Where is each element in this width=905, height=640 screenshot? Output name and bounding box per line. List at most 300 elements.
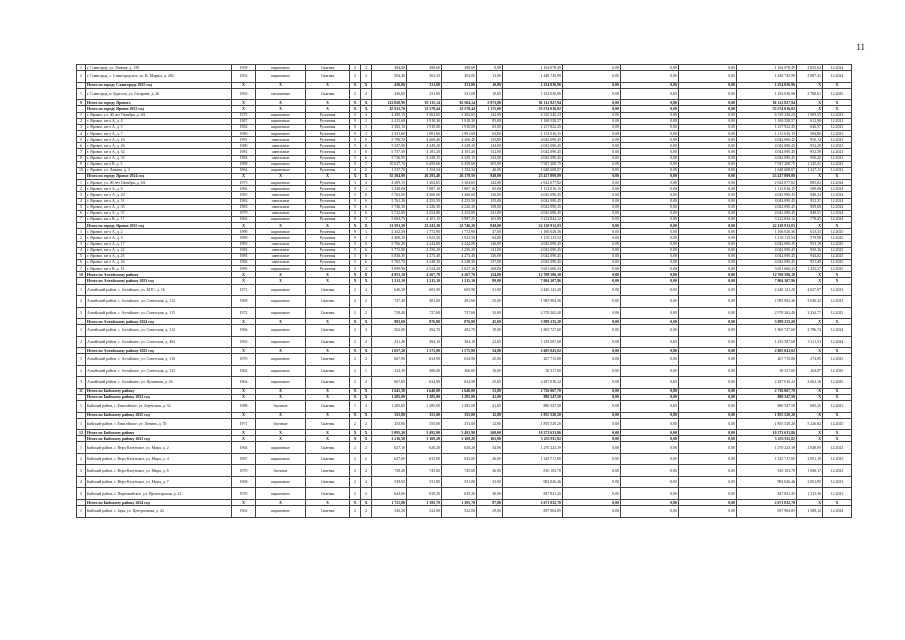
table-cell: 0,00 (679, 124, 737, 130)
table-cell: 1 104 078,49 (737, 65, 797, 71)
table-cell: 6 (361, 137, 372, 143)
table-cell: 1983 (232, 204, 256, 210)
table-cell: 1 588,12 (797, 506, 823, 518)
address-cell: Бийский район, с. Верх-Катунское, ул. Мира, д. 6 (86, 465, 232, 477)
table-cell: 2 331,60 (372, 130, 407, 136)
table-cell: 1 254 030,96 (503, 82, 563, 88)
table-cell: 331,00 (442, 88, 477, 100)
table-cell: 82 504,14 (442, 100, 477, 106)
table-cell: 1 270 223,19 (503, 442, 563, 454)
table-cell: 0,00 (679, 488, 737, 500)
table-cell: 2 (350, 336, 361, 348)
table-cell: 1 068,17 (797, 465, 823, 477)
table-cell: 1 (361, 186, 372, 192)
table-cell: 0,00 (679, 216, 737, 222)
table-cell: X (306, 319, 350, 325)
table-cell: 727,60 (442, 307, 477, 319)
table-cell: 5 (350, 210, 361, 216)
table-cell: 0,00 (563, 418, 621, 430)
table-cell: X (350, 106, 361, 112)
table-cell: X (232, 394, 256, 400)
table-cell: 12.2025 (823, 235, 852, 241)
table-cell: X (256, 82, 306, 88)
table-cell: 880 547,50 (737, 401, 797, 413)
table-cell: 12.2023 (823, 488, 852, 500)
table-cell: 1 154,34 (442, 167, 477, 173)
address-cell: Бийский район, с. Енисейское, ул. Береговая, д. 32 (86, 401, 232, 413)
table-cell: 1970 (232, 488, 256, 500)
table-cell: 4 042 090,45 (503, 192, 563, 198)
address-cell: г. Яровое, кв-л А, д. 20 (86, 192, 232, 198)
table-cell: 0,00 (563, 247, 621, 253)
table-cell: 4 042 090,45 (737, 155, 797, 161)
table-cell: 2 (350, 465, 361, 477)
table-cell: 2 (361, 488, 372, 500)
table-cell: X (823, 223, 852, 229)
table-cell: 0,00 (563, 272, 621, 278)
table-cell: 1 313,10 (372, 278, 407, 284)
address-cell: г. Яровое, ул. 40 лет Октября, д. 6А (86, 112, 232, 118)
table-cell: 12 (77, 430, 86, 436)
table-cell: 2 (361, 377, 372, 389)
table-cell: 0,00 (563, 436, 621, 442)
table-cell: 5 233 911,82 (503, 436, 563, 442)
table-cell: X (306, 278, 350, 284)
table-cell: 949,00 (477, 173, 503, 179)
table-cell: 612,96 (797, 118, 823, 124)
table-cell: 1982 (232, 124, 256, 130)
table-cell: 3 651 606,33 (737, 266, 797, 272)
table-cell: Скатная (306, 336, 350, 348)
table-cell: X (306, 100, 350, 106)
table-cell: 8 (77, 155, 86, 161)
table-cell: 50 317,00 (737, 365, 797, 377)
table-cell: X (823, 436, 852, 442)
table-cell: 0,00 (621, 348, 679, 354)
table-cell: X (797, 173, 823, 179)
table-cell: 12.2023 (823, 124, 852, 130)
table-cell: 374,85 (797, 354, 823, 366)
table-cell: 4 042 090,45 (737, 149, 797, 155)
table-cell: 1 985 904,36 (503, 296, 563, 308)
table-cell: 6 (77, 210, 86, 216)
table-cell: 0,00 (621, 453, 679, 465)
table-cell: 168,00 (477, 266, 503, 272)
table-cell: 1 285,00 (372, 394, 407, 400)
table-cell: 584,96 (797, 130, 823, 136)
table-cell: 4 253,50 (442, 198, 477, 204)
table-cell: 3 640,32 (797, 296, 823, 308)
table-cell: 363,33 (407, 71, 442, 83)
table-row (77, 377, 852, 389)
table-cell: 267 715,80 (503, 354, 563, 366)
table-cell: 2 287 010,22 (503, 377, 563, 389)
table-cell: Скатная (306, 465, 350, 477)
table-cell: X (306, 82, 350, 88)
table-cell: 0,00 (563, 325, 621, 337)
table-cell: 1975 (232, 180, 256, 186)
table-cell: 627,10 (372, 442, 407, 454)
address-cell: г. Яровое, кв-л А, д. 32 (86, 149, 232, 155)
table-cell: 2 (350, 442, 361, 454)
table-cell: 1 217 922,45 (503, 124, 563, 130)
table-cell: 4 244,80 (407, 241, 442, 247)
table-cell: 0,00 (679, 143, 737, 149)
table-cell: 539,60 (372, 476, 407, 488)
table-cell: 0,00 (679, 365, 737, 377)
table-cell: 5 (350, 155, 361, 161)
table-cell: 1 910,00 (407, 124, 442, 130)
table-cell: 492,70 (407, 325, 442, 337)
table-cell: Скатная (306, 476, 350, 488)
table-cell: 2 (361, 71, 372, 83)
table-cell: 1 135 115,54 (737, 235, 797, 241)
table-cell: 492,70 (442, 325, 477, 337)
table-cell: X (232, 430, 256, 436)
table-cell: 1968 (232, 476, 256, 488)
table-cell: кирпичные (256, 284, 306, 296)
table-cell: 3 987,41 (797, 71, 823, 83)
table-cell: 0,00 (621, 365, 679, 377)
table-cell: X (350, 499, 361, 505)
table-cell: 0,00 (621, 506, 679, 518)
table-cell: 0,00 (563, 186, 621, 192)
address-cell: Итого по Бийскому району 2024 год (86, 499, 232, 505)
table-cell: 0,00 (621, 186, 679, 192)
table-cell: 0,00 (563, 388, 621, 394)
table-cell: 634,90 (407, 354, 442, 366)
table-cell: 727,40 (372, 296, 407, 308)
table-cell: 2 578 262,40 (503, 307, 563, 319)
table-cell: 5 (350, 241, 361, 247)
table-cell: 0,00 (679, 336, 737, 348)
table-cell: Рулонная (306, 266, 350, 272)
table-cell: 4 181,20 (442, 149, 477, 155)
table-cell: Рулонная (306, 253, 350, 259)
table-cell: 4 101,15 (407, 216, 442, 222)
table-cell: 1 448 745,99 (737, 71, 797, 83)
table-cell: X (256, 100, 306, 106)
table-cell: 0,00 (679, 284, 737, 296)
table-cell: 2 (350, 296, 361, 308)
table-cell: 322,30 (372, 365, 407, 377)
table-cell: 0,00 (563, 100, 621, 106)
table-cell: 1975 (232, 112, 256, 118)
table-cell: 1 112 016,15 (503, 130, 563, 136)
table-cell: 158,00 (477, 204, 503, 210)
table-cell: 2 (350, 284, 361, 296)
table-cell: 1984 (232, 247, 256, 253)
table-row (77, 442, 852, 454)
table-cell: 5 095,30 (372, 430, 407, 436)
table-cell: 12.2023 (823, 112, 852, 118)
table-cell: 948,51 (797, 210, 823, 216)
table-cell: 0,00 (563, 137, 621, 143)
table-cell: 7 004 307,96 (737, 278, 797, 284)
table-cell: 384,40 (372, 65, 407, 71)
table-cell: 4 042 090,45 (503, 198, 563, 204)
address-cell: г. Яровое, кв-л А, д. 37 (86, 210, 232, 216)
table-cell: X (797, 412, 823, 418)
table-cell: X (232, 272, 256, 278)
table-cell: 1 325 717,00 (503, 453, 563, 465)
table-cell: 1 154,34 (407, 167, 442, 173)
table-cell: 0,00 (621, 296, 679, 308)
table-row (77, 476, 852, 488)
table-cell: 0,00 (621, 278, 679, 284)
table-cell: X (350, 272, 361, 278)
table-cell: 23 417 899,89 (503, 173, 563, 179)
table-cell: 26,00 (477, 453, 503, 465)
table-cell: 9 (350, 118, 361, 124)
address-cell: Итого по городу Ярового (86, 100, 232, 106)
table-cell: 0,00 (563, 112, 621, 118)
table-cell: 1 (77, 325, 86, 337)
table-cell: 1981 (232, 149, 256, 155)
table-cell: 953,19 (797, 241, 823, 247)
table-cell: 2 (350, 506, 361, 518)
table-cell: 87,00 (477, 499, 503, 505)
table-cell: 1 (361, 124, 372, 130)
table-cell: 12.2023 (823, 149, 852, 155)
table-cell: 0,00 (679, 348, 737, 354)
table-cell: 3 212 844,12 (503, 216, 563, 222)
table-cell: 0,00 (621, 401, 679, 413)
address-cell: Итого по городу Славгороду 2025 год (86, 82, 232, 88)
table-cell: 4 249,20 (407, 143, 442, 149)
table-cell: 4 248,30 (442, 259, 477, 265)
address-cell: Итого по Бийскому району (86, 388, 232, 394)
table-cell: X (256, 348, 306, 354)
table-cell: Скатная (306, 284, 350, 296)
table-cell: 1 575,80 (407, 348, 442, 354)
table-cell: кирпичные (256, 216, 306, 222)
table-cell: 0,00 (563, 88, 621, 100)
table-cell: 1 901,60 (442, 130, 477, 136)
table-cell: кирпичные (256, 354, 306, 366)
table-cell: 47,00 (477, 229, 503, 235)
table-cell: X (232, 223, 256, 229)
table-cell: 1967 (232, 453, 256, 465)
table-cell: 6 (361, 143, 372, 149)
table-cell: 12,00 (477, 412, 503, 418)
table-cell: 2 091,18 (797, 453, 823, 465)
table-cell: 0,00 (621, 394, 679, 400)
table-cell: 0,00 (621, 210, 679, 216)
table-cell: 4 042 090,45 (737, 259, 797, 265)
table-cell: 3 (77, 307, 86, 319)
table-cell: 33 578,44 (407, 106, 442, 112)
table-cell: Рулонная (306, 130, 350, 136)
table-cell: 4 260,40 (407, 137, 442, 143)
table-cell: X (350, 394, 361, 400)
table-cell: 0,00 (563, 319, 621, 325)
table-cell: блочные (256, 418, 306, 430)
table-cell: 5 684,75 (372, 216, 407, 222)
table-cell: 1 901,60 (407, 130, 442, 136)
table-cell: 10 273 633,86 (503, 430, 563, 436)
table-cell: 12.2023 (823, 155, 852, 161)
table-cell: 778,25 (797, 216, 823, 222)
table-cell: 4 042 090,45 (503, 149, 563, 155)
table-cell: X (797, 223, 823, 229)
table-cell: 1962 (232, 216, 256, 222)
table-cell: 2 (77, 453, 86, 465)
table-cell: 1 648 608,07 (737, 167, 797, 173)
table-cell: 6 (361, 247, 372, 253)
table-cell: 53,00 (477, 388, 503, 394)
table-cell: 2 671 832,70 (737, 499, 797, 505)
table-cell: кирпичные (256, 442, 306, 454)
table-cell: 4 042 090,45 (737, 210, 797, 216)
table-cell: 0,00 (679, 223, 737, 229)
table-cell: 0,00 (563, 253, 621, 259)
table-cell: 2 (361, 65, 372, 71)
table-cell: кирпичные (256, 118, 306, 124)
table-cell: 952,31 (797, 198, 823, 204)
table-cell: 22 120 912,03 (503, 223, 563, 229)
table-cell: 0,00 (679, 88, 737, 100)
table-cell: X (232, 173, 256, 179)
table-cell: 1 772,90 (442, 229, 477, 235)
table-cell: панельные (256, 143, 306, 149)
table-cell: 1 640,00 (442, 388, 477, 394)
table-cell: X (361, 272, 372, 278)
table-row (77, 365, 852, 377)
table-cell: Рулонная (306, 198, 350, 204)
table-cell: Рулонная (306, 180, 350, 186)
table-cell: 12.2025 (823, 247, 852, 253)
table-cell: 2 578 262,40 (737, 307, 797, 319)
table-cell: 727,60 (407, 307, 442, 319)
table-cell: 12.2024 (823, 71, 852, 83)
table-cell: 0,00 (679, 106, 737, 112)
table-cell: 2 (350, 65, 361, 71)
table-cell: 738,40 (372, 465, 407, 477)
table-cell: 2 671 832,70 (503, 499, 563, 505)
table-cell: 3 169,20 (407, 436, 442, 442)
table-cell: 63,00 (477, 124, 503, 130)
table-cell: Рулонная (306, 149, 350, 155)
table-cell: 0,00 (679, 65, 737, 71)
table-cell: 4 266,00 (407, 192, 442, 198)
table-cell: 4 (361, 180, 372, 186)
table-cell: 5 (350, 253, 361, 259)
address-cell: г. Яровое, кв-л В, д. 15 (86, 266, 232, 272)
table-cell: Рулонная (306, 229, 350, 235)
table-cell: 0,00 (563, 499, 621, 505)
address-cell: Итого по городу Яровое 2025 год (86, 223, 232, 229)
table-cell: X (232, 388, 256, 394)
table-cell: 1 169 558,57 (503, 118, 563, 124)
table-cell: X (823, 499, 852, 505)
table-cell: 810 103,70 (737, 465, 797, 477)
table-cell: 0,00 (621, 377, 679, 389)
table-cell: 2 (361, 167, 372, 173)
table-cell: Рулонная (306, 192, 350, 198)
table-cell: 6 (361, 198, 372, 204)
table-cell: 6 (361, 259, 372, 265)
table-cell: 11 (77, 388, 86, 394)
table-cell: X (256, 106, 306, 112)
table-cell: 12.2024 (823, 336, 852, 348)
table-cell: Скатная (306, 442, 350, 454)
address-cell: г. Яровое, кв-л В, д. 17 (86, 216, 232, 222)
table-cell: X (797, 82, 823, 88)
table-cell: 355,00 (407, 418, 442, 430)
table-cell: 0,00 (621, 499, 679, 505)
table-cell: 2 (361, 453, 372, 465)
table-cell: 2 (350, 71, 361, 83)
table-cell: 0,00 (563, 401, 621, 413)
table-cell: 0,00 (563, 278, 621, 284)
table-cell: 9 (350, 124, 361, 130)
table-cell: панельные (256, 241, 306, 247)
table-cell: 9 (350, 161, 361, 167)
table-cell: 288,60 (407, 65, 442, 71)
table-cell: X (232, 436, 256, 442)
table-cell: 5 746,30 (372, 204, 407, 210)
table-cell: 142,00 (477, 180, 503, 186)
table-cell: 6 310 340,23 (737, 112, 797, 118)
table-cell: X (306, 173, 350, 179)
table-cell: 0,00 (679, 71, 737, 83)
table-cell: 1 (77, 354, 86, 366)
table-cell: 4 (77, 247, 86, 253)
table-cell: 4 267,70 (442, 272, 477, 278)
table-cell: панельные (256, 149, 306, 155)
table-cell: 1962 (232, 365, 256, 377)
table-cell: 4 (77, 198, 86, 204)
table-cell: 0,00 (563, 476, 621, 488)
page-number: 11 (856, 42, 865, 52)
table-cell: 0,00 (679, 204, 737, 210)
table-cell: Скатная (306, 65, 350, 71)
table-cell: 1 855 520,20 (737, 412, 797, 418)
table-cell: 331,00 (407, 82, 442, 88)
table-cell: 5 (77, 253, 86, 259)
table-cell: 10,00 (477, 88, 503, 100)
address-cell: г. Яровое, ул. 40 лет Октября, д. 6А (86, 180, 232, 186)
table-cell: 5 (77, 488, 86, 500)
table-cell: 355,00 (442, 418, 477, 430)
table-cell: 7 947 208,75 (737, 161, 797, 167)
table-cell: 5 (350, 143, 361, 149)
address-cell: Бийский район, с. Енисейское, ул. Ленина, д. 55 (86, 418, 232, 430)
table-cell: 1 855 520,20 (503, 418, 563, 430)
table-cell: 34,00 (477, 442, 503, 454)
table-cell: 4 (77, 476, 86, 488)
table-row (77, 296, 852, 308)
table-cell: 45,00 (477, 319, 503, 325)
table-cell: 1 (77, 65, 86, 71)
table-cell: 1 923,50 (442, 235, 477, 241)
table-cell: 131,00 (477, 247, 503, 253)
table-cell: 0,00 (563, 118, 621, 124)
address-cell: Бийский район, с. Верх-Катунское, ул. Мира, д. 4 (86, 453, 232, 465)
table-cell: 639,20 (442, 488, 477, 500)
table-cell: 5 (350, 204, 361, 210)
table-cell: X (306, 430, 350, 436)
table-cell: 0,00 (621, 319, 679, 325)
table-cell: 5 757,30 (372, 149, 407, 155)
table-cell: 504,40 (372, 71, 407, 83)
table-cell: 634,90 (442, 354, 477, 366)
table-cell: 950,36 (797, 247, 823, 253)
address-cell: Итого по Бийскому району 2023 год (86, 394, 232, 400)
table-cell: кирпичные (256, 307, 306, 319)
table-cell: 12.2023 (823, 307, 852, 319)
